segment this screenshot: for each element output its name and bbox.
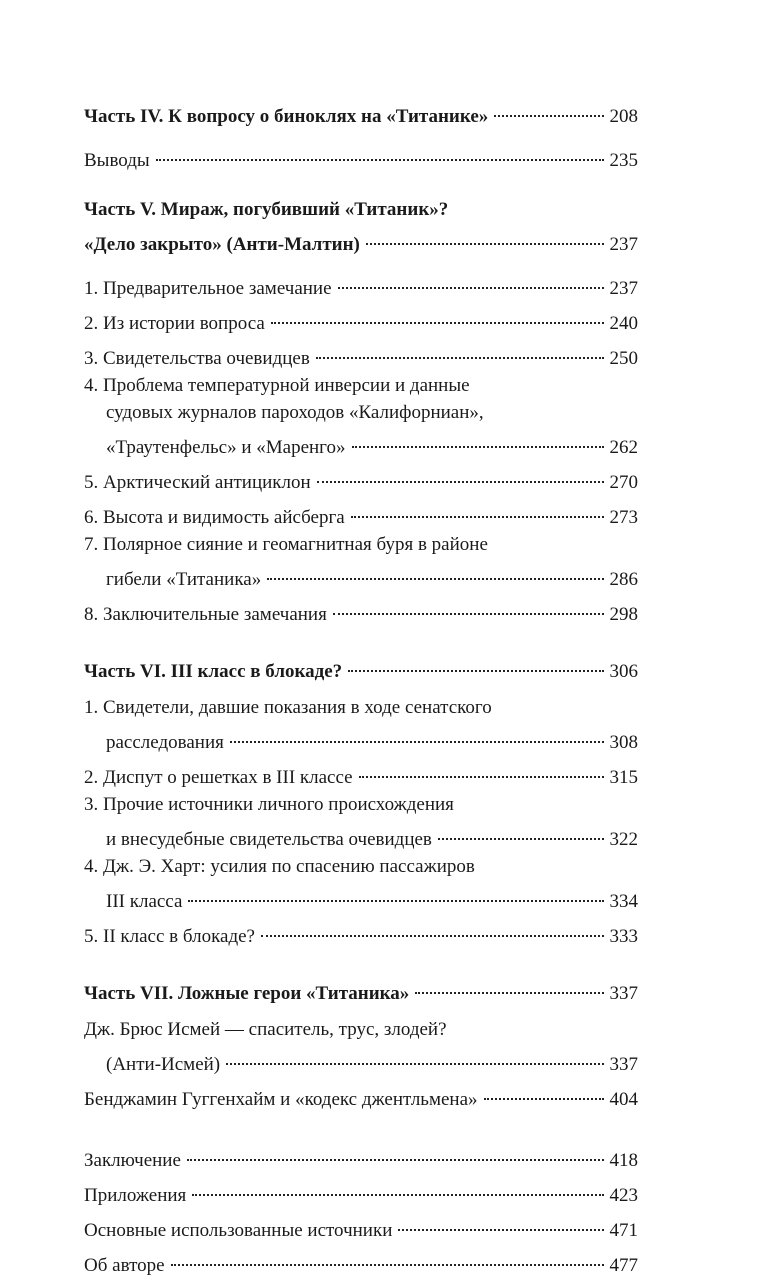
toc-entry-title-line: и внесудебные свидетельства очевидцев: [106, 829, 432, 850]
toc-entry-5-8[interactable]: [84, 593, 638, 628]
dot-leader: [187, 1139, 604, 1166]
toc-entry-part-4[interactable]: [84, 95, 638, 130]
dot-leader: [333, 593, 604, 620]
toc-entry-5-7[interactable]: [84, 531, 638, 593]
toc-entry-5-3[interactable]: [84, 337, 638, 372]
dot-leader: [484, 1078, 604, 1105]
dot-leader: [438, 818, 604, 845]
toc-page-number: 337: [609, 1054, 638, 1075]
toc-entry-title-line: III класса: [106, 891, 183, 912]
dot-leader: [316, 337, 604, 364]
dot-leader: [359, 756, 604, 783]
toc-entry-5-6[interactable]: [84, 496, 638, 531]
toc-entry-title: 3. Свидетельства очевидцев: [84, 348, 310, 369]
dot-leader: [156, 139, 604, 166]
toc-page-number: 273: [609, 507, 638, 528]
dot-leader: [398, 1209, 604, 1236]
toc-page-number: 322: [609, 829, 638, 850]
toc-entry-title: Основные использованные источники: [84, 1220, 393, 1241]
toc-entry-5-1[interactable]: [84, 267, 638, 302]
toc-page-number: 404: [609, 1089, 638, 1110]
toc-entry-title-line: 1. Свидетели, давшие показания в ходе сенатского: [84, 697, 492, 718]
toc-entry-title-line: 3. Прочие источники личного происхождения: [84, 794, 454, 815]
dot-leader: [192, 1174, 604, 1201]
toc-page-number: 337: [609, 983, 638, 1004]
dot-leader: [348, 650, 604, 677]
dot-leader: [338, 267, 604, 294]
toc-entry-7-1[interactable]: [84, 1016, 638, 1078]
toc-page-number: 333: [609, 926, 638, 947]
toc-entry-title: Часть VII. Ложные герои «Титаника»: [84, 983, 410, 1004]
toc-entry-title: 1. Предварительное замечание: [84, 278, 332, 299]
toc-entry-title: Часть IV. К вопросу о биноклях на «Титанике»: [84, 106, 489, 127]
toc-entry-part-5[interactable]: [84, 196, 638, 258]
toc-page-number: 315: [609, 767, 638, 788]
toc-entry-title-line: Дж. Брюс Исмей — спаситель, трус, злодей?: [84, 1019, 447, 1040]
dot-leader: [494, 95, 604, 122]
toc-entry-title: 5. Арктический антициклон: [84, 472, 311, 493]
toc-entry-6-4[interactable]: [84, 853, 638, 915]
dot-leader: [261, 915, 604, 942]
toc-entry-title-line: «Дело закрыто» (Анти-Малтин): [84, 234, 360, 255]
toc-entry-title-line: 4. Проблема температурной инверсии и данные: [84, 375, 470, 396]
toc-entry-about-author[interactable]: [84, 1244, 638, 1279]
toc-page-number: 237: [609, 234, 638, 255]
toc-entry-title-line: гибели «Титаника»: [106, 569, 262, 590]
toc-entry-title: Бенджамин Гуггенхайм и «кодекс джентльмена»: [84, 1089, 478, 1110]
dot-leader: [230, 721, 604, 748]
toc-entry-7-2[interactable]: [84, 1078, 638, 1113]
toc-entry-title: 2. Диспут о решетках в III классе: [84, 767, 353, 788]
toc-page-number: 208: [609, 106, 638, 127]
toc-page-number: 286: [609, 569, 638, 590]
toc-page-number: 308: [609, 732, 638, 753]
toc-page-number: 240: [609, 313, 638, 334]
toc-page-number: 477: [609, 1255, 638, 1276]
toc-entry-title-line: судовых журналов пароходов «Калифорниан»,: [106, 402, 484, 423]
toc-entry-title: 8. Заключительные замечания: [84, 604, 327, 625]
toc-page-number: 423: [609, 1185, 638, 1206]
dot-leader: [415, 972, 604, 999]
toc-entry-title-line: Часть V. Мираж, погубивший «Титаник»?: [84, 199, 449, 220]
toc-entry-title-line: 7. Полярное сияние и геомагнитная буря в районе: [84, 534, 488, 555]
toc-page-number: 262: [609, 437, 638, 458]
toc-entry-6-5[interactable]: [84, 915, 638, 950]
toc-entry-appendices[interactable]: [84, 1174, 638, 1209]
toc-entry-title: Выводы: [84, 150, 150, 171]
toc-entry-part-6[interactable]: [84, 650, 638, 685]
toc-entry-title: 2. Из истории вопроса: [84, 313, 265, 334]
toc-entry-title: Заключение: [84, 1150, 181, 1171]
toc-page-number: 418: [609, 1150, 638, 1171]
toc-page-number: 471: [609, 1220, 638, 1241]
toc-entry-title-line: расследования: [106, 732, 224, 753]
dot-leader: [171, 1244, 604, 1271]
toc-page-number: 235: [609, 150, 638, 171]
toc-entry-5-4[interactable]: [84, 372, 638, 461]
dot-leader: [226, 1043, 604, 1070]
toc-entry-5-2[interactable]: [84, 302, 638, 337]
toc-entry-5-5[interactable]: [84, 461, 638, 496]
dot-leader: [188, 880, 604, 907]
toc-entry-title: Часть VI. III класс в блокаде?: [84, 661, 343, 682]
dot-leader: [267, 558, 604, 585]
toc-entry-title: 6. Высота и видимость айсберга: [84, 507, 345, 528]
dot-leader: [352, 426, 605, 453]
toc-entry-title-line: 4. Дж. Э. Харт: усилия по спасению пассажиров: [84, 856, 475, 877]
toc-entry-part-7[interactable]: [84, 972, 638, 1007]
toc-page-number: 237: [609, 278, 638, 299]
toc-entry-title: Приложения: [84, 1185, 187, 1206]
toc-entry-conclusions[interactable]: [84, 139, 638, 174]
toc-page-number: 306: [609, 661, 638, 682]
toc-entry-6-1[interactable]: [84, 694, 638, 756]
dot-leader: [366, 223, 604, 250]
toc-entry-title: Об авторе: [84, 1255, 165, 1276]
toc-page-number: 298: [609, 604, 638, 625]
toc-entry-title-line: (Анти-Исмей): [106, 1054, 221, 1075]
toc-page-number: 334: [609, 891, 638, 912]
dot-leader: [271, 302, 604, 329]
toc-entry-6-2[interactable]: [84, 756, 638, 791]
table-of-contents: [84, 95, 638, 1279]
toc-entry-sources[interactable]: [84, 1209, 638, 1244]
toc-entry-title-line: «Траутенфельс» и «Маренго»: [106, 437, 346, 458]
toc-entry-title: 5. II класс в блокаде?: [84, 926, 255, 947]
toc-entry-conclusion[interactable]: [84, 1139, 638, 1174]
dot-leader: [351, 496, 604, 523]
toc-page-number: 250: [609, 348, 638, 369]
toc-page-number: 270: [609, 472, 638, 493]
toc-entry-6-3[interactable]: [84, 791, 638, 853]
dot-leader: [317, 461, 604, 488]
